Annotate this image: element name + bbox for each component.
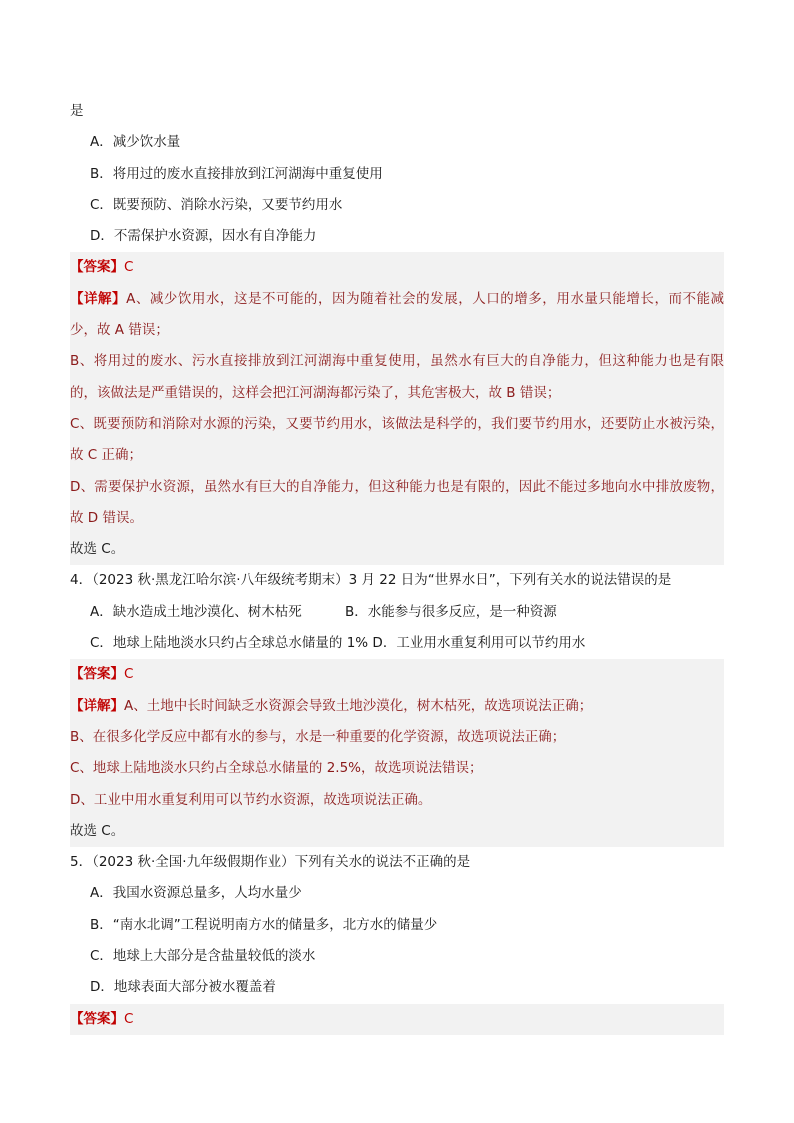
answer-label: 【答案】 — [70, 1010, 124, 1027]
q3-option-a: A．减少饮水量 — [90, 134, 181, 151]
q5-option-b: B．“南水北调”工程说明南方水的储量多，北方水的储量少 — [90, 916, 438, 933]
q4-detail-b: B、在很多化学反应中都有水的参与，水是一种重要的化学资源，故选项说法正确； — [70, 722, 724, 753]
answer-value: C — [124, 259, 134, 276]
detail-text: A、土地中长时间缺乏水资源会导致土地沙漠化，树木枯死，故选项说法正确； — [124, 697, 593, 714]
detail-text: A、减少饮用水，这是不可能的，因为随着社会的发展，人口的增多，用水量只能增长，而不能减少，故 A 错误； — [70, 290, 725, 339]
q3-stem-tail: 是 — [70, 103, 84, 119]
q3-option-b: B．将用过的废水直接排放到江河湖海中重复使用 — [90, 165, 383, 182]
detail-label: 【详解】 — [70, 697, 124, 714]
q4-option-a: A．缺水造成土地沙漠化、树木枯死 — [90, 603, 302, 620]
q3-option-c: C．既要预防、消除水污染，又要节约用水 — [90, 196, 343, 213]
answer-value: C — [124, 1010, 134, 1027]
q5-stem: 5．（2023 秋·全国·九年级假期作业）下列有关水的说法不正确的是 — [70, 854, 471, 871]
q4-answer — [70, 659, 724, 690]
q3-conclusion: 故选 C。 — [70, 534, 724, 565]
q4-detail-d: D、工业中用水重复利用可以节约水资源，故选项说法正确。 — [70, 785, 724, 816]
q3-answer — [70, 252, 724, 283]
q4-options-row-2: C．地球上陆地淡水只约占全球总水储量的 1% D．工业用水重复利用可以节约用水 — [90, 635, 586, 652]
q3-detail-b: B、将用过的废水、污水直接排放到江河湖海中重复使用，虽然水有巨大的自净能力，但这种能力也是有限的，该做法是严重错误的，这样会把江河湖海都污染了，其危害极大，故 B 错误； — [70, 346, 724, 409]
q3-detail-d: D、需要保护水资源，虽然水有巨大的自净能力，但这种能力也是有限的，因此不能过多地向水中排放废物，故 D 错误。 — [70, 472, 724, 535]
answer-label: 【答案】 — [70, 259, 124, 276]
q5-option-c: C．地球上大部分是含盐量较低的淡水 — [90, 948, 316, 965]
page-content — [70, 96, 724, 1035]
detail-label: 【详解】 — [70, 290, 127, 307]
q4-stem: 4．（2023 秋·黑龙江哈尔滨·八年级统考期末）3 月 22 日为“世界水日”，下列有关水的说法错误的是 — [70, 572, 672, 589]
q3-option-d: D．不需保护水资源，因水有自净能力 — [90, 228, 317, 245]
q4-options-row-1 — [70, 597, 724, 628]
q4-detail-c: C、地球上陆地淡水只约占全球总水储量的 2.5%，故选项说法错误； — [70, 753, 724, 784]
q5-option-a: A．我国水资源总量多，人均水量少 — [90, 885, 302, 902]
q4-detail-a — [70, 691, 724, 722]
q4-option-b: B．水能参与很多反应，是一种资源 — [345, 603, 557, 620]
answer-label: 【答案】 — [70, 666, 124, 683]
q5-option-d: D．地球表面大部分被水覆盖着 — [90, 979, 276, 996]
answer-value: C — [124, 666, 134, 683]
q4-conclusion: 故选 C。 — [70, 816, 724, 847]
q3-detail-a — [70, 284, 724, 347]
q3-detail-c: C、既要预防和消除对水源的污染，又要节约用水，该做法是科学的，我们要节约用水，还要防止水被污染，故 C 正确； — [70, 409, 724, 472]
q5-answer — [70, 1004, 724, 1035]
